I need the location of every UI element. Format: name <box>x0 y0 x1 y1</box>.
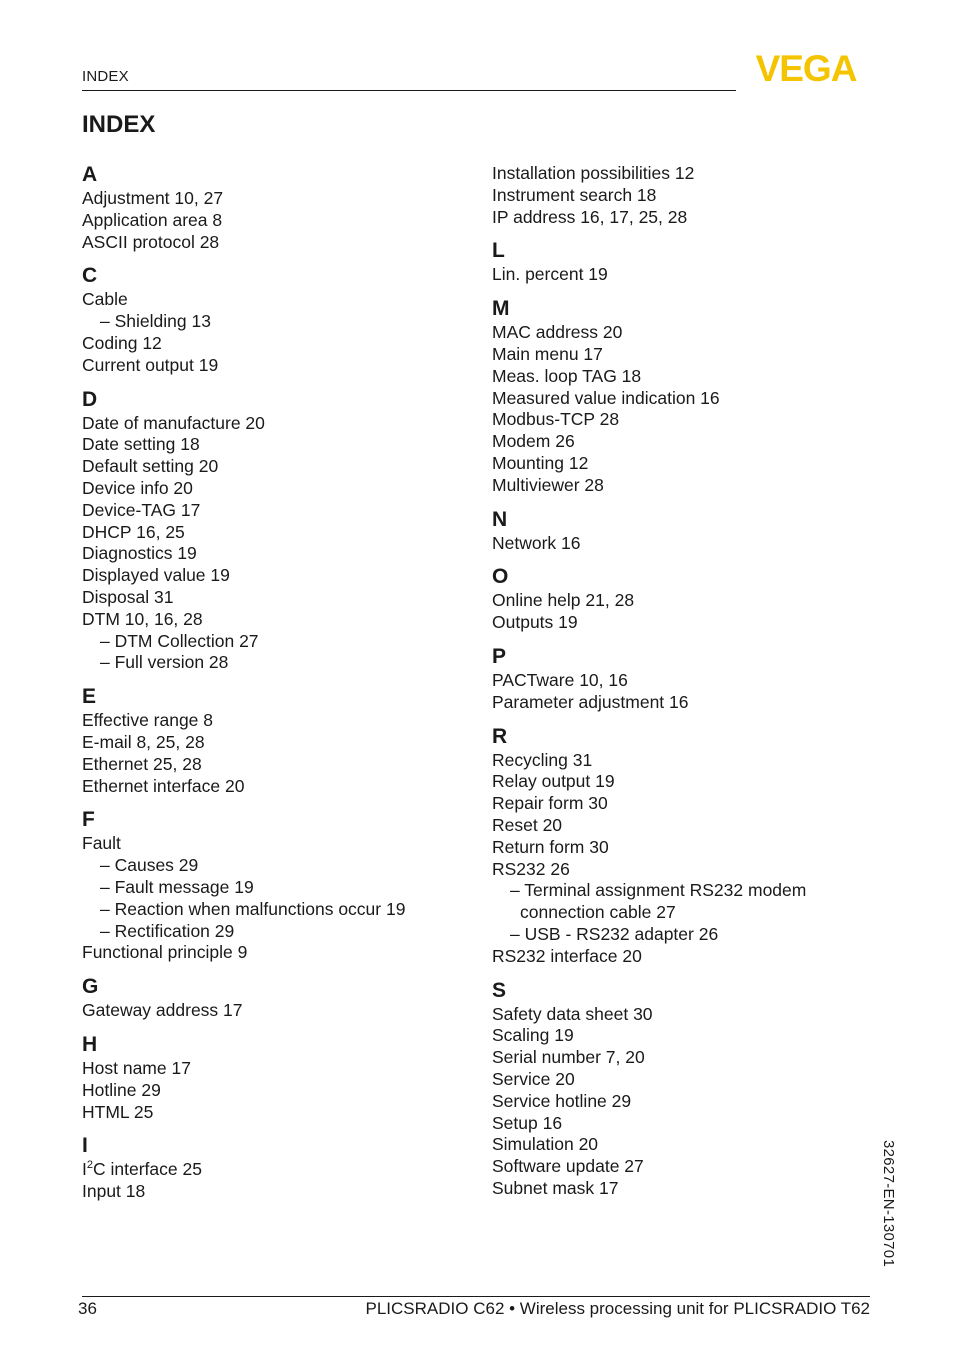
index-entry: Ethernet interface 20 <box>82 775 245 796</box>
logo-wordmark: VEGA <box>755 52 857 84</box>
index-section-p <box>492 644 892 714</box>
section-letter: C <box>82 264 98 288</box>
index-entry: Displayed value 19 <box>82 565 230 586</box>
index-entry: IP address 16, 17, 25, 28 <box>492 206 688 227</box>
section-letter: F <box>82 808 95 832</box>
index-entry: Multiviewer 28 <box>492 474 604 495</box>
index-section-c <box>82 263 482 376</box>
index-entry: Adjustment 10, 27 <box>82 188 224 208</box>
index-entry: Host name 17 <box>82 1057 191 1078</box>
index-section-a <box>82 162 482 253</box>
index-entry: Measured value indication 16 <box>492 387 720 408</box>
index-section-e <box>82 684 482 797</box>
vega-logo <box>740 52 872 84</box>
index-entry: Scaling 19 <box>492 1025 574 1046</box>
index-entry: Device info 20 <box>82 477 193 498</box>
index-entry: Coding 12 <box>82 332 162 353</box>
index-entry: MAC address 20 <box>492 322 623 343</box>
section-letter: D <box>82 387 98 411</box>
index-entry: Hotline 29 <box>82 1079 161 1100</box>
index-subentry: – Causes 29 <box>100 855 199 876</box>
index-entry: Serial number 7, 20 <box>492 1047 645 1068</box>
footer-divider <box>82 1296 870 1297</box>
section-letter: S <box>492 978 507 1002</box>
section-letter: P <box>492 644 507 668</box>
index-section-n <box>492 507 892 555</box>
index-entry: Service hotline 29 <box>492 1090 632 1111</box>
index-subentry: – Rectification 29 <box>100 920 235 941</box>
index-subentry: – Terminal assignment RS232 modem <box>510 880 807 901</box>
index-entry: DTM 10, 16, 28 <box>82 608 203 629</box>
section-letter: O <box>492 565 509 589</box>
section-letter: I <box>82 1134 88 1158</box>
index-entry: Outputs 19 <box>492 612 578 633</box>
index-entry: Network 16 <box>492 532 581 553</box>
index-subentry: – DTM Collection 27 <box>100 630 259 651</box>
index-entry: Service 20 <box>492 1068 575 1089</box>
index-section-r <box>492 724 892 968</box>
section-letter: R <box>492 724 508 748</box>
index-entry: Lin. percent 19 <box>492 264 608 285</box>
index-column-right <box>492 162 892 1200</box>
index-section-d <box>82 387 482 675</box>
footer-document-title: PLICSRADIO C62 • Wireless processing unit for PLICSRADIO T62 <box>365 1299 870 1318</box>
section-letter: G <box>82 975 99 999</box>
section-letter: A <box>82 163 98 186</box>
section-letter: N <box>492 507 508 531</box>
header-divider <box>82 90 736 91</box>
index-entry: Input 18 <box>82 1181 146 1202</box>
index-entry: Software update 27 <box>492 1156 644 1177</box>
index-subentry: – USB - RS232 adapter 26 <box>510 923 719 944</box>
index-entry: Application area 8 <box>82 209 223 230</box>
index-entry: Subnet mask 17 <box>492 1177 619 1198</box>
index-entry: Installation possibilities 12 <box>492 163 695 183</box>
index-entry: Setup 16 <box>492 1112 563 1133</box>
index-entry: Online help 21, 28 <box>492 590 635 611</box>
index-entry: Functional principle 9 <box>82 942 248 963</box>
index-entry: Diagnostics 19 <box>82 543 197 564</box>
index-section-s <box>492 978 892 1200</box>
index-section-g <box>82 974 482 1022</box>
index-section-m <box>492 296 892 496</box>
index-entry: $I^2C$ interface 25 <box>82 1159 202 1180</box>
index-section-i <box>82 1133 482 1203</box>
index-entry: Recycling 31 <box>492 749 593 770</box>
index-entry: Date setting 18 <box>82 434 200 455</box>
index-entry: Gateway address 17 <box>82 1000 243 1021</box>
index-entry: Disposal 31 <box>82 586 174 607</box>
index-entry: Meas. loop TAG 18 <box>492 365 642 386</box>
index-section-continuation <box>492 163 892 228</box>
index-entry: Modbus-TCP 28 <box>492 409 620 430</box>
index-entry: Reset 20 <box>492 814 563 835</box>
section-letter: H <box>82 1032 98 1056</box>
index-section-f <box>82 807 482 964</box>
index-entry: Parameter adjustment 16 <box>492 691 689 712</box>
index-section-o <box>492 564 892 634</box>
index-entry: HTML 25 <box>82 1101 154 1122</box>
index-entry: Return form 30 <box>492 836 609 857</box>
index-entry: Simulation 20 <box>492 1134 599 1155</box>
index-entry: Effective range 8 <box>82 710 214 731</box>
index-entry: RS232 interface 20 <box>492 945 642 966</box>
index-entry: E-mail 8, 25, 28 <box>82 731 205 752</box>
document-code: 32627-EN-130701 <box>880 1140 897 1268</box>
index-subentry: – Fault message 19 <box>100 876 254 897</box>
index-section-h <box>82 1032 482 1123</box>
index-subentry: – Reaction when malfunctions occur 19 <box>100 898 406 919</box>
running-header: INDEX <box>82 68 129 85</box>
index-entry: ASCII protocol 28 <box>82 231 220 252</box>
index-entry: Instrument search 18 <box>492 184 657 205</box>
index-entry: DHCP 16, 25 <box>82 521 185 542</box>
index-entry: Ethernet 25, 28 <box>82 753 202 774</box>
index-entry: PACTware 10, 16 <box>492 669 628 690</box>
index-subentry: – Shielding 13 <box>100 311 211 332</box>
index-entry: RS232 26 <box>492 858 570 879</box>
index-section-l <box>492 238 892 286</box>
index-entry: Relay output 19 <box>492 771 615 792</box>
index-entry: Main menu 17 <box>492 343 603 364</box>
index-column-left <box>82 162 482 1203</box>
page-title: INDEX <box>82 111 156 138</box>
index-entry: Cable <box>82 289 128 310</box>
section-letter: L <box>492 239 505 263</box>
index-entry: Safety data sheet 30 <box>492 1003 653 1024</box>
index-entry: Date of manufacture 20 <box>82 412 265 433</box>
index-entry: Mounting 12 <box>492 452 589 473</box>
index-subentry: – Full version 28 <box>100 652 229 673</box>
index-entry: Current output 19 <box>82 354 219 375</box>
section-letter: E <box>82 685 97 709</box>
page-number: 36 <box>78 1299 97 1318</box>
index-entry: Repair form 30 <box>492 793 608 814</box>
index-entry: Default setting 20 <box>82 456 219 477</box>
index-entry: Modem 26 <box>492 431 575 452</box>
index-entry: Device-TAG 17 <box>82 499 201 520</box>
index-entry: Fault <box>82 833 121 854</box>
section-letter: M <box>492 297 510 321</box>
index-subentry: connection cable 27 <box>520 902 676 923</box>
